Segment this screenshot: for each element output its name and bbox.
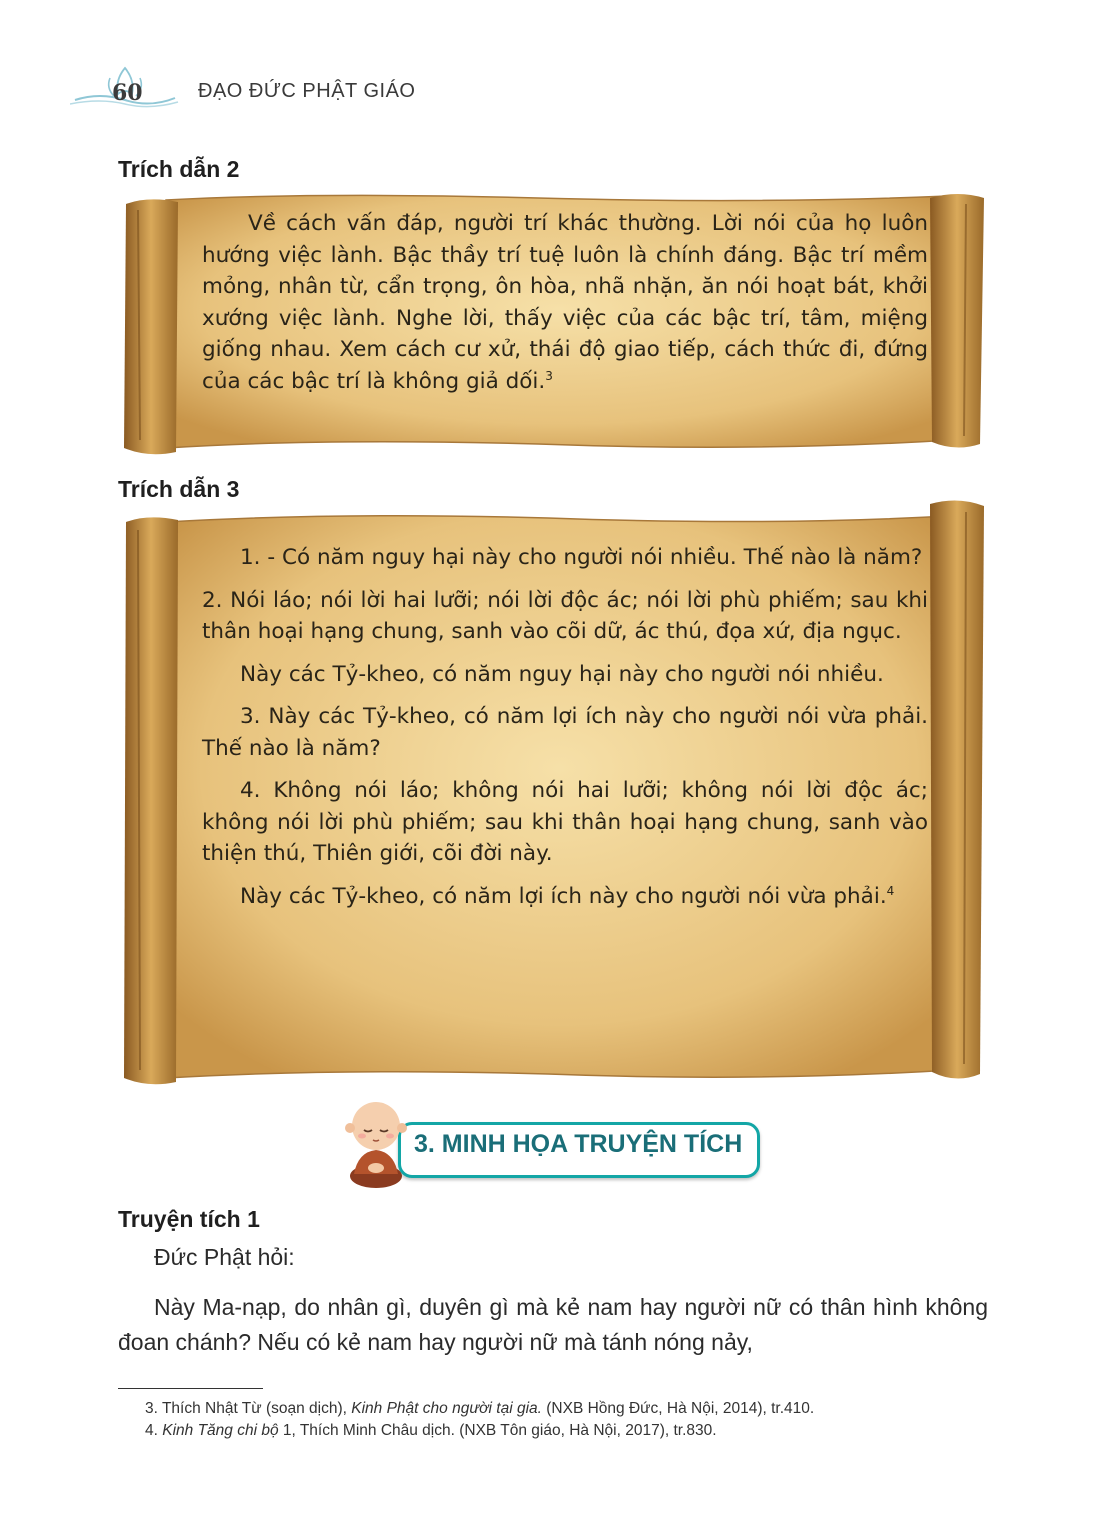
quote3-paragraph: 4. Không nói láo; không nói hai lưỡi; không nói lời độc ác; không nói lời phù phiếm; sau khi thân hoại hạng chung, sanh vào thiện thú, Thiên giới, cõi đời này. (202, 778, 928, 866)
story1-paragraph: Này Ma-nạp, do nhân gì, duyên gì mà kẻ nam hay người nữ có thân hình không đoan chánh? Nếu có kẻ nam hay người nữ mà tánh nóng nảy, (118, 1294, 988, 1355)
section-badge-label: 3. MINH HỌA TRUYỆN TÍCH (414, 1130, 743, 1158)
quote3-scroll (118, 498, 988, 1088)
quote2-scroll (118, 190, 988, 458)
quote2-text: Về cách vấn đáp, người trí khác thường. Lời nói của họ luôn hướng việc lành. Bậc thầy trí tuệ luôn là chính đáng. Bậc trí mềm mỏng, nhân từ, cẩn trọng, ôn hòa, nhã nhặn, ăn nói hoạt bát, khởi xướng việc lành. Nghe lời, thấy việc của các bậc trí, tâm, miệng giống nhau. Xem cách cư xử, thái độ giao tiếp, cách thức đi, đứng của các bậc trí là không giả dối.$^3$ (202, 211, 928, 394)
quote3-heading: Trích dẫn 3 (118, 476, 240, 502)
footnote-ref-3[interactable]: 3 (545, 368, 553, 383)
quote3-text (202, 542, 928, 923)
footnote-divider (118, 1388, 263, 1389)
quote3-paragraph: 3. Này các Tỷ-kheo, có năm lợi ích này cho người nói vừa phải. Thế nào là năm? (202, 704, 928, 761)
section-badge (330, 1094, 770, 1190)
page-header (70, 62, 490, 112)
footnote-ref-4[interactable]: 4 (886, 883, 895, 898)
footnote-3: 3. Thích Nhật Từ (soạn dịch), Kinh Phật cho người tại gia. (NXB Hồng Đức, Hà Nội, 2014), tr.410. (145, 1400, 815, 1417)
page-number: 60 (112, 80, 143, 106)
quote3-paragraph: 1. - Có năm nguy hại này cho người nói nhiều. Thế nào là năm? (240, 545, 923, 570)
footnotes (145, 1398, 1015, 1442)
book-title: ĐẠO ĐỨC PHẬT GIÁO (198, 80, 416, 102)
quote3-paragraph: 2. Nói láo; nói lời hai lưỡi; nói lời độc ác; nói lời phù phiếm; sau khi thân hoại hạng chung, sanh vào cõi dữ, ác thú, đọa xứ, địa ngục. (202, 587, 928, 644)
footnote-4: 4. Kinh Tăng chi bộ 1, Thích Minh Châu dịch. (NXB Tôn giáo, Hà Nội, 2017), tr.830. (145, 1422, 717, 1439)
story1-heading: Truyện tích 1 (118, 1206, 260, 1232)
monk-icon (336, 1094, 416, 1190)
quote3-paragraph-last: Này các Tỷ-kheo, có năm lợi ích này cho người nói vừa phải.$^4$ (240, 883, 895, 909)
story1-paragraph: Đức Phật hỏi: (154, 1244, 295, 1270)
quote3-paragraph: Này các Tỷ-kheo, có năm nguy hại này cho người nói nhiều. (240, 661, 884, 687)
quote2-heading: Trích dẫn 2 (118, 156, 240, 182)
